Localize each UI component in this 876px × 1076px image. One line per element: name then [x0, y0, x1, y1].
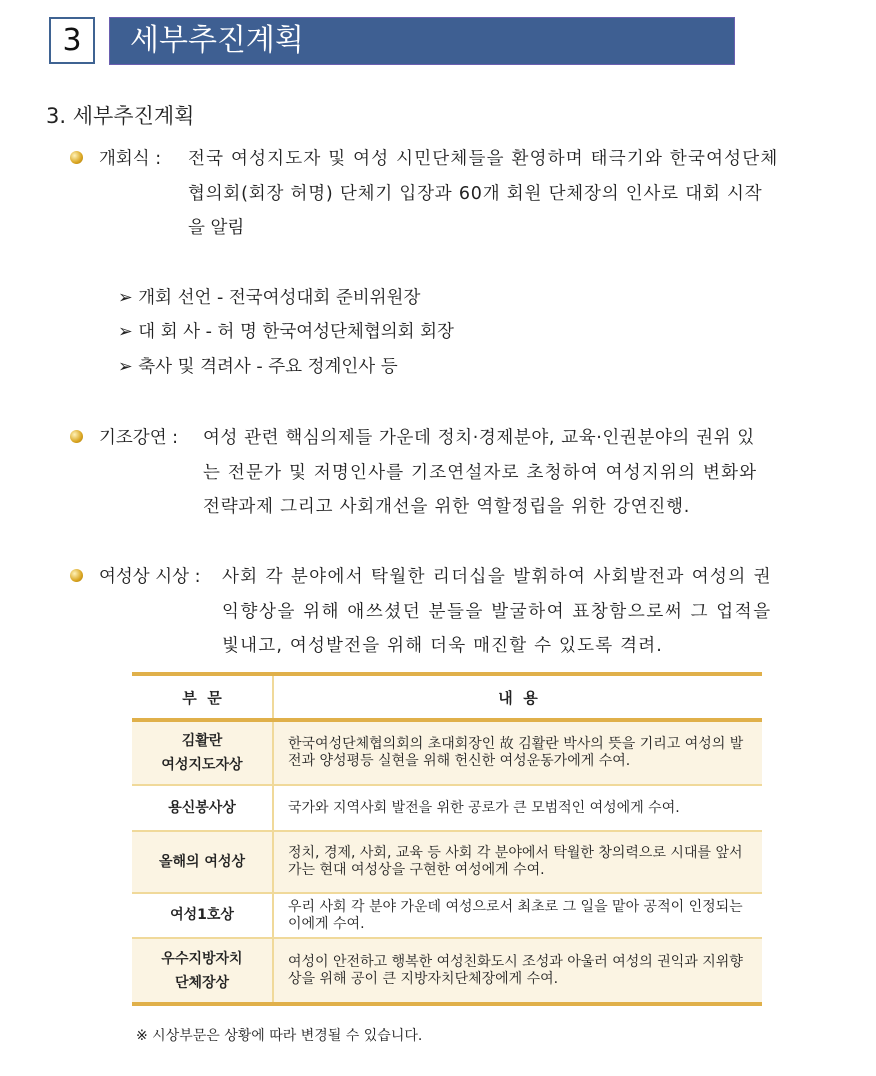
award-content: 한국여성단체협의회의 초대회장인 故 김활란 박사의 뜻을 기리고 여성의 발전과 양성평등 실현을 위해 헌신한 여성운동가에게 수여.	[273, 720, 762, 785]
opening-line: 협의회(회장 허명) 단체기 입장과 60개 회원 단체장의 인사로 대회 시작	[188, 184, 763, 204]
opening-item: ➢ 대 회 사 - 허 명 한국여성단체협의회 회장	[118, 322, 454, 342]
award-category: 올해의 여성상	[132, 831, 273, 893]
table-row	[132, 893, 762, 938]
keynote-line: 전략과제 그리고 사회개선을 위한 역할정립을 위한 강연진행.	[203, 497, 691, 517]
table-row	[132, 938, 762, 1004]
bullet-icon	[70, 430, 83, 443]
award-category: 용신봉사상	[132, 785, 273, 831]
keynote-line: 는 전문가 및 저명인사를 기조연설자로 초청하여 여성지위의 변화와	[203, 463, 758, 483]
opening-line: 전국 여성지도자 및 여성 시민단체들을 환영하며 태극기와 한국여성단체	[188, 149, 779, 169]
award-category: 김활란 여성지도자상	[132, 720, 273, 785]
award-content: 국가와 지역사회 발전을 위한 공로가 큰 모범적인 여성에게 수여.	[273, 785, 762, 831]
opening-line: 을 알림	[188, 218, 245, 238]
keynote-line: 여성 관련 핵심의제들 가운데 정치·경제분야, 교육·인권분야의 권위 있	[203, 428, 755, 448]
header-content: 내 용	[273, 674, 762, 720]
opening-item: ➢ 축사 및 격려사 - 주요 정계인사 등	[118, 357, 398, 377]
award-content: 우리 사회 각 분야 가운데 여성으로서 최초로 그 일을 맡아 공적이 인정되는 이에게 수여.	[273, 893, 762, 938]
awards-line: 빛내고, 여성발전을 위해 더욱 매진할 수 있도록 격려.	[222, 636, 664, 656]
keynote-label: 기조강연 :	[99, 428, 179, 448]
table-row	[132, 785, 762, 831]
awards-table	[132, 672, 762, 1006]
awards-label: 여성상 시상 :	[99, 567, 201, 587]
awards-line: 사회 각 분야에서 탁월한 리더십을 발휘하여 사회발전과 여성의 권	[222, 567, 772, 587]
section-heading: 3. 세부추진계획	[46, 104, 195, 128]
footnote: ※ 시상부문은 상황에 따라 변경될 수 있습니다.	[136, 1028, 423, 1044]
header-category: 부 문	[132, 674, 273, 720]
opening-label: 개회식 :	[99, 149, 162, 169]
bullet-icon	[70, 151, 83, 164]
section-number: 3	[49, 17, 95, 64]
award-content: 여성이 안전하고 행복한 여성친화도시 조성과 아울러 여성의 권익과 지위향상을 위해 공이 큰 지방자치단체장에게 수여.	[273, 938, 762, 1004]
award-category: 여성1호상	[132, 893, 273, 938]
award-content: 정치, 경제, 사회, 교육 등 사회 각 분야에서 탁월한 창의력으로 시대를 앞서가는 현대 여성상을 구현한 여성에게 수여.	[273, 831, 762, 893]
award-category: 우수지방자치 단체장상	[132, 938, 273, 1004]
opening-item: ➢ 개회 선언 - 전국여성대회 준비위원장	[118, 288, 421, 308]
table-row	[132, 720, 762, 785]
bullet-icon	[70, 569, 83, 582]
table-row	[132, 831, 762, 893]
awards-line: 익향상을 위해 애쓰셨던 분들을 발굴하여 표창함으로써 그 업적을	[222, 602, 772, 622]
section-title-bar: 세부추진계획	[109, 17, 735, 65]
